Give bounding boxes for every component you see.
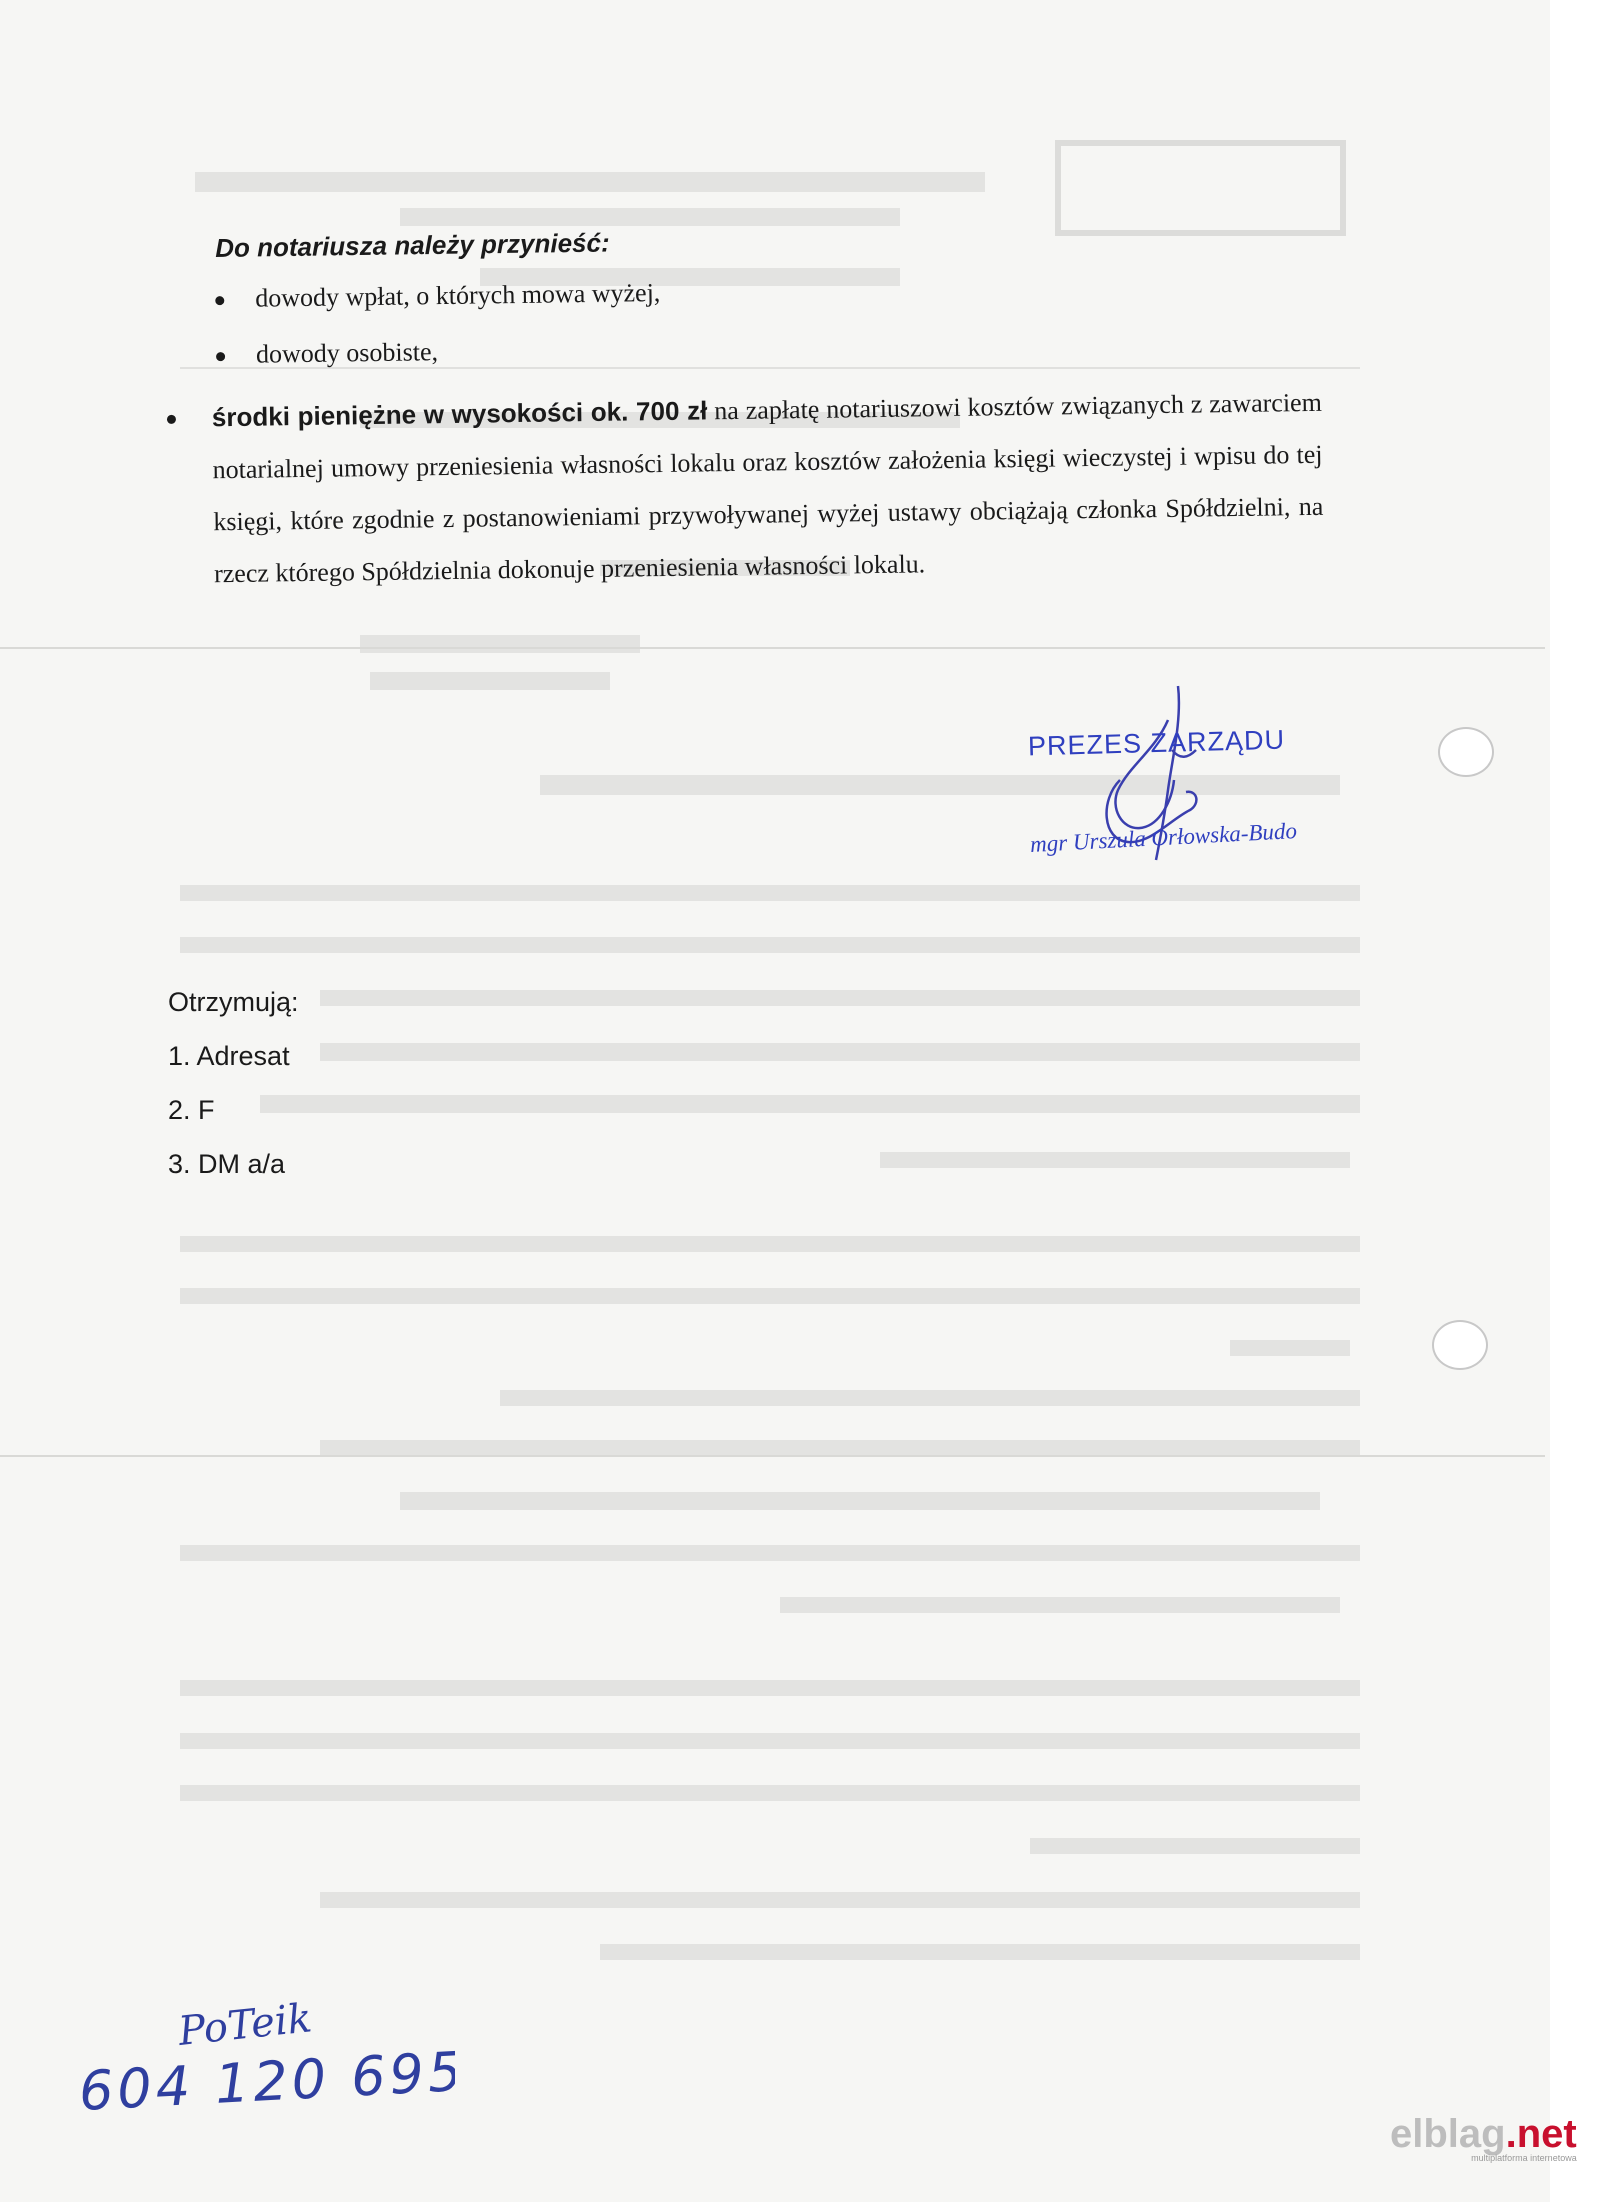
handwritten-phone: 604 120 695 bbox=[77, 2039, 455, 2123]
list-item bbox=[161, 319, 1361, 376]
paper-fold-line bbox=[0, 647, 1545, 649]
scan-right-margin bbox=[1550, 0, 1600, 2202]
funds-amount: środki pieniężne w wysokości ok. 700 zł bbox=[211, 395, 708, 433]
recipient-item: 2. F bbox=[168, 1095, 215, 1125]
requirements-list bbox=[160, 263, 1365, 617]
list-item-text: dowody osobiste, bbox=[255, 337, 439, 369]
stamp-name: mgr Urszula Orłowska-Budo bbox=[1029, 818, 1298, 857]
handwritten-name: PoTeik bbox=[176, 1995, 314, 2055]
recipients-label: Otrzymują: bbox=[168, 987, 299, 1017]
punch-hole bbox=[1432, 1320, 1488, 1370]
watermark-accent: .net bbox=[1505, 2112, 1577, 2156]
bullet-icon bbox=[215, 296, 224, 305]
watermark-main: elblag bbox=[1390, 2112, 1506, 2156]
handwritten-note bbox=[75, 1995, 455, 2140]
watermark-sub: multiplatforma internetowa bbox=[1471, 2153, 1577, 2163]
signature-stamp bbox=[1000, 680, 1420, 880]
recipients-list bbox=[168, 975, 299, 1191]
paper-fold-line bbox=[0, 1455, 1545, 1457]
list-item-text: na zapłatę notariuszowi kosztów związanych z zawarciem notarialnej umowy przeniesienia własności lokalu oraz kosztów założenia księgi wieczystej i wpisu do tej księgi, które zgodnie z postanowieniami przywoływanej wyżej ustawy obciążają członka Spółdzielni, na rzecz którego Spółdzielnia dokonuje przeniesienia własności lokalu. bbox=[212, 387, 1324, 589]
punch-hole bbox=[1438, 727, 1494, 777]
site-watermark bbox=[1390, 2112, 1577, 2163]
recipient-item: 3. DM a/a bbox=[168, 1149, 286, 1179]
bullet-icon bbox=[216, 352, 225, 361]
list-item bbox=[162, 376, 1325, 601]
recipient-item: 1. Adresat bbox=[168, 1041, 290, 1071]
stamp-title: PREZES ZARZĄDU bbox=[1027, 724, 1286, 762]
list-item-text: dowody wpłat, o których mowa wyżej, bbox=[255, 278, 661, 313]
notary-heading: Do notariusza należy przynieść: bbox=[215, 227, 610, 263]
bullet-icon bbox=[167, 415, 176, 424]
handwritten-note-drawing bbox=[75, 1995, 455, 2135]
